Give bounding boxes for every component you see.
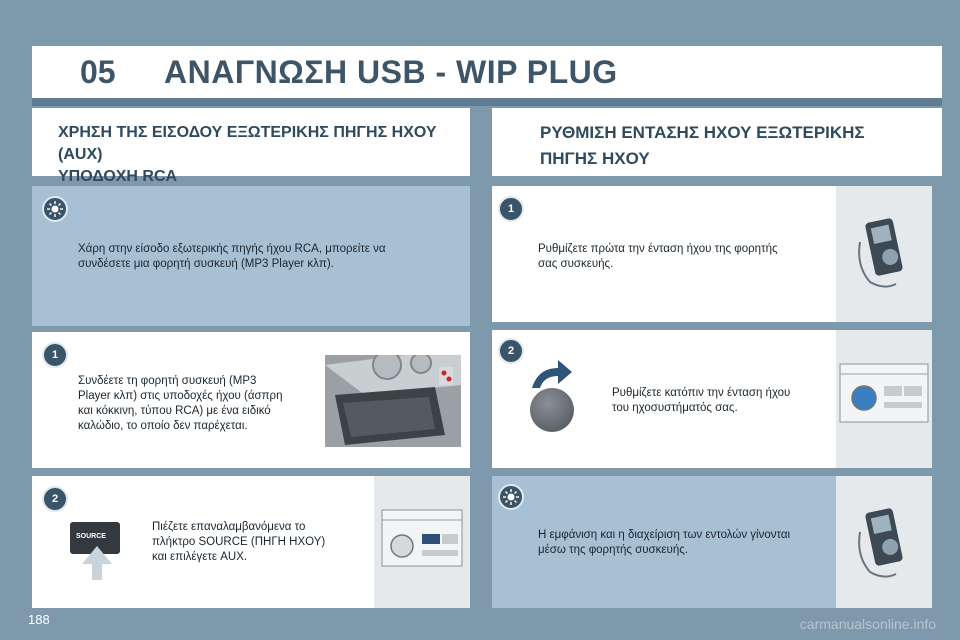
step-badge: 2 — [42, 486, 68, 512]
up-arrow-icon — [82, 546, 112, 580]
right-step1-panel — [492, 186, 932, 322]
page-number: 188 — [28, 612, 50, 627]
right-info-panel — [492, 476, 932, 608]
step-badge: 1 — [42, 342, 68, 368]
left-step2-text: Πιέζετε επαναλαμβανόμενα το πλήκτρο SOURCE (ΠΗΓΗ ΗΧΟΥ) και επιλέγετε AUX. — [152, 521, 326, 563]
right-step2-panel — [492, 330, 932, 468]
right-step2-text: Ρυθμίζετε κατόπιν την ένταση ήχου του ηχοσυστήματός σας. — [612, 387, 791, 414]
rotate-arrow-icon — [528, 360, 572, 390]
bulb-icon — [42, 196, 68, 222]
chapter-title-bar — [32, 46, 942, 98]
step-badge: 2 — [498, 338, 524, 364]
left-step1-text: Συνδέετε τη φορητή συσκευή (MP3 Player κλπ) στις υποδοχές ήχου (άσπρη και κόκκινη, τύπου RCA) με ένα ειδικό καλώδιο, το οποίο δεν παρέχεται. — [78, 375, 283, 432]
glovebox-photo — [325, 355, 461, 447]
watermark: carmanualsonline.info — [799, 616, 936, 632]
radio-panel-image — [374, 476, 470, 608]
left-step2-panel — [32, 476, 470, 608]
chapter-title: ΑΝΑΓΝΩΣΗ USB - WIP PLUG — [164, 54, 618, 90]
left-step1-panel — [32, 332, 470, 468]
left-section-heading: ΧΡΗΣΗ ΤΗΣ ΕΙΣΟΔΟΥ ΕΞΩΤΕΡΙΚΗΣ ΠΗΓΗΣ ΗΧΟΥ (AUX) ΥΠΟΔΟΧΗ RCA — [58, 124, 437, 185]
left-info-panel — [32, 186, 470, 326]
chapter-number: 05 — [80, 54, 116, 90]
radio-volume-image — [836, 330, 932, 468]
portable-player-image — [836, 476, 932, 608]
right-step1-text: Ρυθμίζετε πρώτα την ένταση ήχου της φορητής σας συσκευής. — [538, 243, 778, 270]
step-badge: 1 — [498, 196, 524, 222]
bulb-icon — [498, 484, 524, 510]
left-section-header — [32, 108, 470, 185]
right-section-header — [492, 108, 942, 176]
source-button-label: SOURCE — [76, 533, 106, 540]
portable-player-image — [836, 186, 932, 322]
right-section-heading: ΡΥΘΜΙΣΗ ΕΝΤΑΣΗΣ ΗΧΟΥ ΕΞΩΤΕΡΙΚΗΣ ΠΗΓΗΣ ΗΧΟΥ — [540, 123, 865, 168]
volume-knob-icon — [530, 388, 574, 432]
left-info-text: Χάρη στην είσοδο εξωτερικής πηγής ήχου RCA, μπορείτε να συνδέσετε μια φορητή συσκευή (MP3 Player κλπ). — [78, 243, 386, 270]
title-band — [32, 98, 942, 106]
right-info-text: Η εμφάνιση και η διαχείριση των εντολών γίνονται μέσω της φορητής συσκευής. — [538, 529, 791, 556]
